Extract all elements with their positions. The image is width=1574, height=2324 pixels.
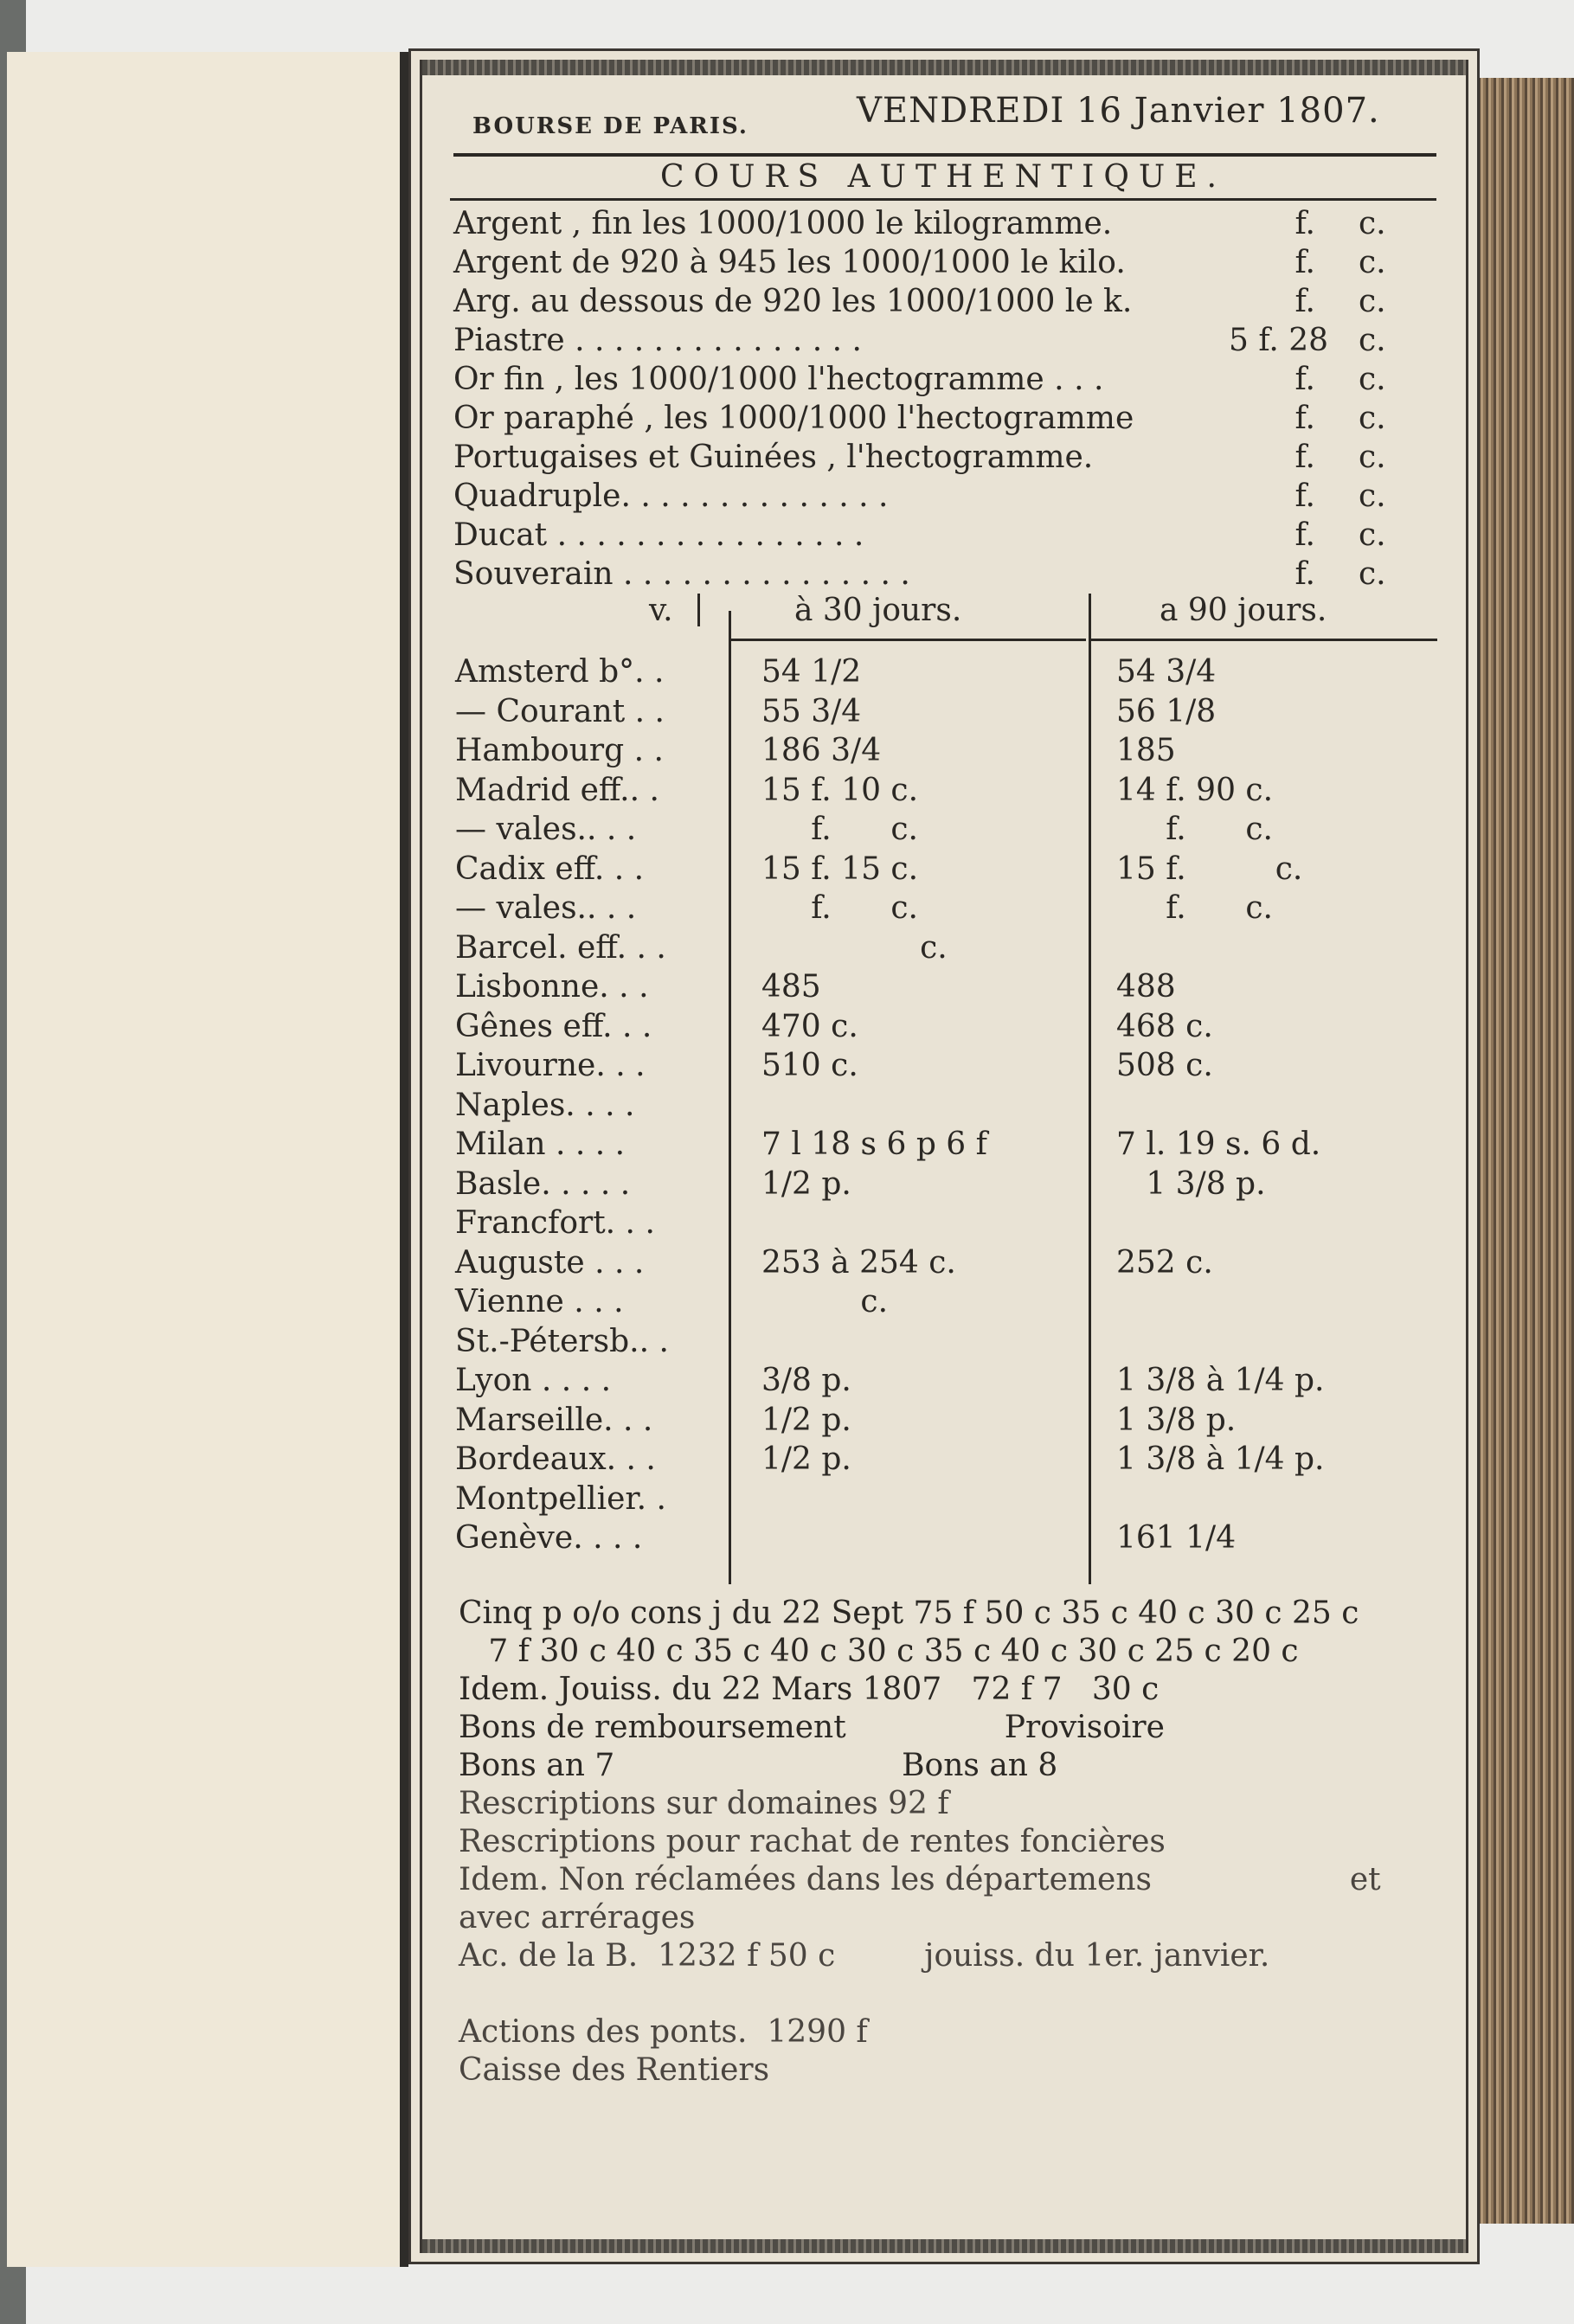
metal-franc: 5 f. 28 [1229,323,1329,358]
exchange-name: BOURSE DE PARIS. [472,113,748,139]
metal-row [450,282,1436,321]
metal-cent: c. [1359,245,1386,280]
metal-cent: c. [1359,440,1386,475]
exchange-city: Auguste . . . [455,1244,645,1281]
metal-label: Ducat . . . . . . . . . . . . . . . . [453,517,864,553]
exchange-city: — Courant . . [455,693,665,729]
metal-label: Or fin , les 1000/1000 l'hectogramme . . . [453,362,1104,397]
metal-franc: f. [1295,556,1315,592]
exchange-city: Barcel. eff. . . [455,929,666,966]
metal-row [450,438,1436,477]
col-header-90: a 90 jours. [1160,593,1327,628]
exchange-corner: v. [649,593,673,628]
metal-cent: c. [1359,401,1386,436]
exchange-d90: 15 f. c. [1116,851,1303,887]
exchange-d90: 56 1/8 [1116,693,1217,729]
metal-cent: c. [1359,478,1386,514]
session-date: VENDREDI 16 Janvier 1807. [857,91,1380,131]
metal-cent: c. [1359,284,1386,319]
exchange-d30: 7 l 18 s 6 p 6 f [761,1127,987,1162]
exchange-d30: 470 c. [761,1008,858,1044]
exchange-d30: 485 [761,969,821,1005]
exchange-city: Montpellier. . [455,1480,666,1517]
metal-cent: c. [1359,556,1386,592]
exchange-d30: 510 c. [761,1048,858,1083]
col-divider-top [697,594,700,626]
exchange-city: Genève. . . . [455,1520,643,1556]
sheet-frame [420,60,1468,2253]
header [450,84,1436,153]
exchange-city: Lyon . . . . [455,1363,612,1398]
metal-label: Portugaises et Guinées , l'hectogramme. [453,440,1094,475]
metal-row [450,243,1436,282]
metal-cent: c. [1359,206,1386,241]
top-border-pattern [422,60,1466,75]
metal-label: Piastre . . . . . . . . . . . . . . . [453,323,862,358]
bourse-sheet [408,48,1480,2264]
exchange-city: Hambourg . . [455,733,664,768]
metal-franc: f. [1295,362,1315,397]
exchange-d30: 186 3/4 [761,733,882,768]
col-divider-90 [1089,594,1091,1584]
exchange-d30: 253 à 254 c. [761,1244,956,1281]
metal-franc: f. [1295,440,1315,475]
exchange-d90: 252 c. [1116,1244,1213,1281]
metal-row [450,360,1436,399]
exchange-d90: 468 c. [1116,1008,1213,1044]
exchange-d90: 161 1/4 [1116,1520,1237,1556]
exchange-city: Cadix eff. . . [455,851,645,887]
metal-franc: f. [1295,517,1315,553]
fund-line: Actions des ponts. 1290 f [459,2014,868,2050]
page-title: COURS AUTHENTIQUE. [660,159,1226,195]
metal-cent: c. [1359,517,1386,553]
metal-cent: c. [1359,362,1386,397]
exchange-d90: 488 [1116,969,1176,1005]
fund-line: Idem. Non réclamées dans les départemens et [459,1862,1381,1897]
exchange-d90: 1 3/8 à 1/4 p. [1116,1441,1325,1477]
metal-row [450,555,1436,594]
metal-franc: f. [1295,245,1315,280]
metal-cent: c. [1359,323,1386,358]
exchange-city: Madrid eff.. . [455,772,659,808]
exchange-city: Amsterd b°. . [455,654,665,690]
exchange-city: St.-Pétersb.. . [455,1323,669,1359]
metals-table [450,204,1436,594]
exchange-d30: c. [761,929,948,966]
exchange-d90: f. c. [1116,812,1273,847]
rule-30 [731,639,1086,641]
metal-label: Quadruple. . . . . . . . . . . . . . [453,478,889,514]
exchange-city: Bordeaux. . . [455,1441,656,1477]
metal-franc: f. [1295,206,1315,241]
metal-row [450,477,1436,516]
exchange-d30: 1/2 p. [761,1402,851,1438]
exchange-d30: c. [761,1284,889,1319]
metal-label: Arg. au dessous de 920 les 1000/1000 le k. [453,284,1133,319]
fund-line: avec arrérages [459,1900,696,1936]
fund-line: Cinq p o/o cons j du 22 Sept 75 f 50 c 35 c 40 c 30 c 25 c [459,1595,1359,1631]
fund-line: Ac. de la B. 1232 f 50 c jouiss. du 1er. janvier. [459,1938,1270,1974]
fund-line: Caisse des Rentiers [459,2052,770,2088]
fund-line: Idem. Jouiss. du 22 Mars 1807 72 f 7 30 c [459,1672,1160,1707]
metal-row [450,399,1436,438]
col-header-30: à 30 jours. [794,593,962,628]
exchange-d30: 1/2 p. [761,1165,851,1202]
exchange-d30: f. c. [761,812,918,847]
exchange-d30: 15 f. 10 c. [761,772,919,808]
col-divider-30 [729,611,731,1584]
fund-line: Bons an 7 Bons an 8 [459,1748,1058,1783]
metal-label: Argent de 920 à 945 les 1000/1000 le kilo. [453,245,1126,280]
exchange-d30: 54 1/2 [761,654,862,690]
metal-label: Souverain . . . . . . . . . . . . . . . [453,556,910,592]
title-rule [450,198,1436,201]
exchange-d90: 14 f. 90 c. [1116,772,1274,808]
metal-franc: f. [1295,478,1315,514]
exchange-city: Naples. . . . [455,1087,635,1123]
exchange-d90: f. c. [1116,890,1273,926]
exchange-d30: 55 3/4 [761,693,862,729]
metal-row [450,516,1436,555]
fund-line: Rescriptions pour rachat de rentes foncières [459,1824,1166,1859]
exchange-d90: 185 [1116,733,1176,768]
exchange-d30: 3/8 p. [761,1363,851,1398]
exchange-d90: 508 c. [1116,1048,1213,1083]
metal-franc: f. [1295,401,1315,436]
exchange-d90: 1 3/8 p. [1116,1165,1266,1202]
rule-90 [1091,639,1437,641]
exchange-d30: f. c. [761,890,918,926]
metal-franc: f. [1295,284,1315,319]
exchange-city: Gênes eff. . . [455,1008,652,1044]
exchange-city: Lisbonne. . . [455,969,649,1005]
page-spine [400,52,408,2267]
exchange-city: — vales.. . . [455,890,637,926]
exchange-d90: 7 l. 19 s. 6 d. [1116,1127,1321,1162]
metal-row [450,321,1436,360]
fund-line: 7 f 30 c 40 c 35 c 40 c 30 c 35 c 40 c 30 c 25 c 20 c [459,1634,1299,1669]
exchange-city: Francfort. . . [455,1205,655,1241]
left-blank-page [7,52,408,2267]
exchange-city: — vales.. . . [455,812,637,847]
exchange-city: Basle. . . . . [455,1165,631,1202]
funds-section [450,1584,1436,2121]
exchange-city: Marseille. . . [455,1402,653,1438]
exchange-table [450,594,1436,1584]
exchange-city: Livourne. . . [455,1048,646,1083]
exchange-city: Milan . . . . [455,1127,626,1162]
exchange-d30: 1/2 p. [761,1441,851,1477]
exchange-d90: 1 3/8 p. [1116,1402,1237,1438]
exchange-d90: 1 3/8 à 1/4 p. [1116,1363,1325,1398]
fund-line: Rescriptions sur domaines 92 f [459,1786,949,1821]
sheet-content [450,84,1436,2121]
metal-row [450,204,1436,243]
fund-line: Bons de remboursement Provisoire [459,1710,1165,1745]
bottom-border-pattern [422,2239,1466,2253]
metal-label: Argent , fin les 1000/1000 le kilogramme. [453,206,1113,241]
exchange-d30: 15 f. 15 c. [761,851,919,887]
exchange-d90: 54 3/4 [1116,654,1217,690]
metal-label: Or paraphé , les 1000/1000 l'hectogramme [453,401,1134,436]
exchange-city: Vienne . . . [455,1284,624,1319]
